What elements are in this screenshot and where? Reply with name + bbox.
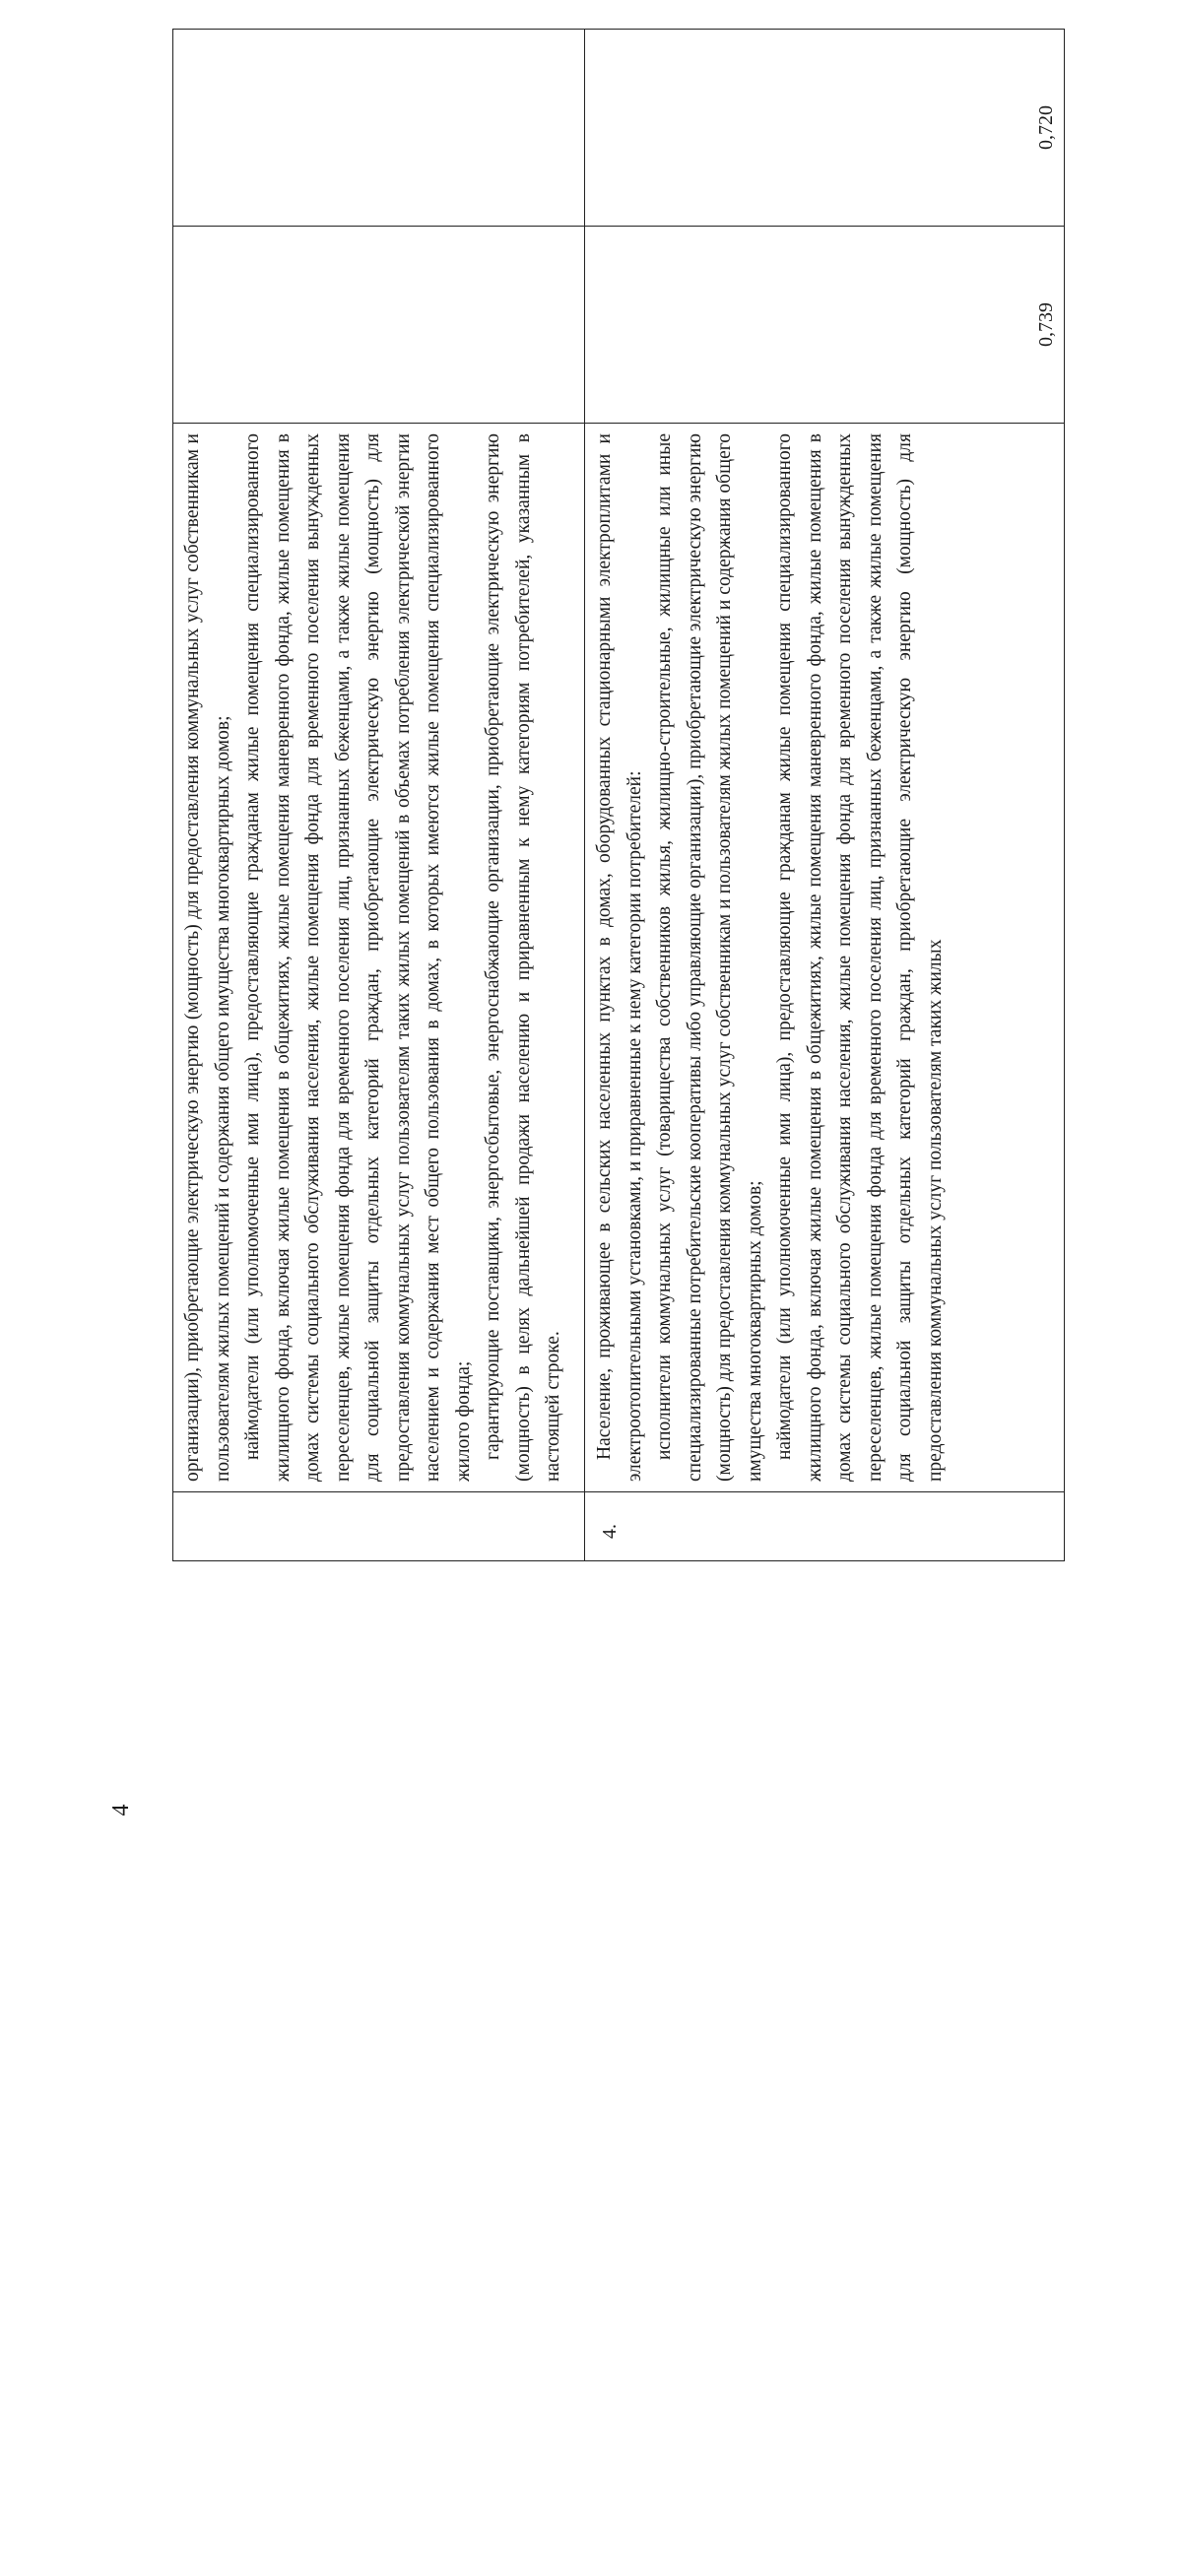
tariff-cell-1 [585,227,1065,424]
tariff-cell-2 [173,30,585,227]
page-number: 4 [108,1804,134,1816]
tariff-cell-1 [173,227,585,424]
tariff-cell-2 [585,30,1065,227]
tariff-table [172,29,1065,1561]
tariff-value-1: 0,739 [1035,302,1057,347]
row-number: 4. [585,1492,1065,1561]
description-paragraph: наймодатели (или уполномоченные ими лица), предоставляющие гражданам жилые помещения специализированного жилищного фонда, включая жилые помещения в общежитиях, жилые помещения маневренного фонда, жилые помещения в домах системы социального обслуживания населения, жилые помещения фонда для временного поселения вынужденных переселенцев, жилые помещения фонда для временного поселения лиц, признанных беженцами, а также жилые помещения для социальной защиты отдельных категорий граждан, приобретающие электрическую энергию (мощность) для предоставления коммунальных услуг пользователям таких жилых [774,433,946,1482]
description-paragraph: наймодатели (или уполномоченные ими лица), предоставляющие гражданам жилые помещения специализированного жилищного фонда, включая жилые помещения в общежитиях, жилые помещения маневренного фонда, жилые помещения в домах системы социального обслуживания населения, жилые помещения фонда для временного поселения вынужденных переселенцев, жилые помещения фонда для временного поселения лиц, признанных беженцами, а также жилые помещения для социальной защиты отдельных категорий граждан, приобретающие электрическую энергию (мощность) для предоставления коммунальных услуг пользователям таких жилых помещений в объемах потребления электрической энергии населением и содержания мест общего пользования в домах, в которых имеются жилые помещения специализированного жилого фонда; [242,433,474,1482]
description-paragraph: исполнители коммунальных услуг (товарищества собственников жилья, жилищно-строительные, жилищные или иные специализированные потребительские кооперативы либо управляющие организации), приобретающие электрическую энергию (мощность) для предоставления коммунальных услуг собственникам и пользователям жилых помещений и содержания общего имущества многоквартирных домов; [654,433,765,1482]
table-row [173,30,585,1561]
description-paragraph: гарантирующие поставщики, энергосбытовые, энергоснабжающие организации, приобретающие электрическую энергию (мощность) в целях дальнейшей продажи населению и приравненным к нему категориям потребителей, указанным в настоящей строке. [483,433,563,1482]
table-row [585,30,1065,1561]
tariff-value-2: 0,720 [1035,105,1057,150]
rotated-page [108,30,1064,1816]
description-paragraph: Население, проживающее в сельских населенных пунктах в домах, оборудованных стационарными электроплитами и электроотопительными установками, и приравненные к нему категории потребителей: [594,433,645,1482]
row-description [585,424,1065,1492]
row-description [173,424,585,1492]
row-number [173,1492,585,1561]
description-paragraph: организации), приобретающие электрическую энергию (мощность) для предоставления коммунальных услуг собственникам и пользователям жилых помещений и содержания общего имущества многоквартирных домов; [182,433,233,1482]
